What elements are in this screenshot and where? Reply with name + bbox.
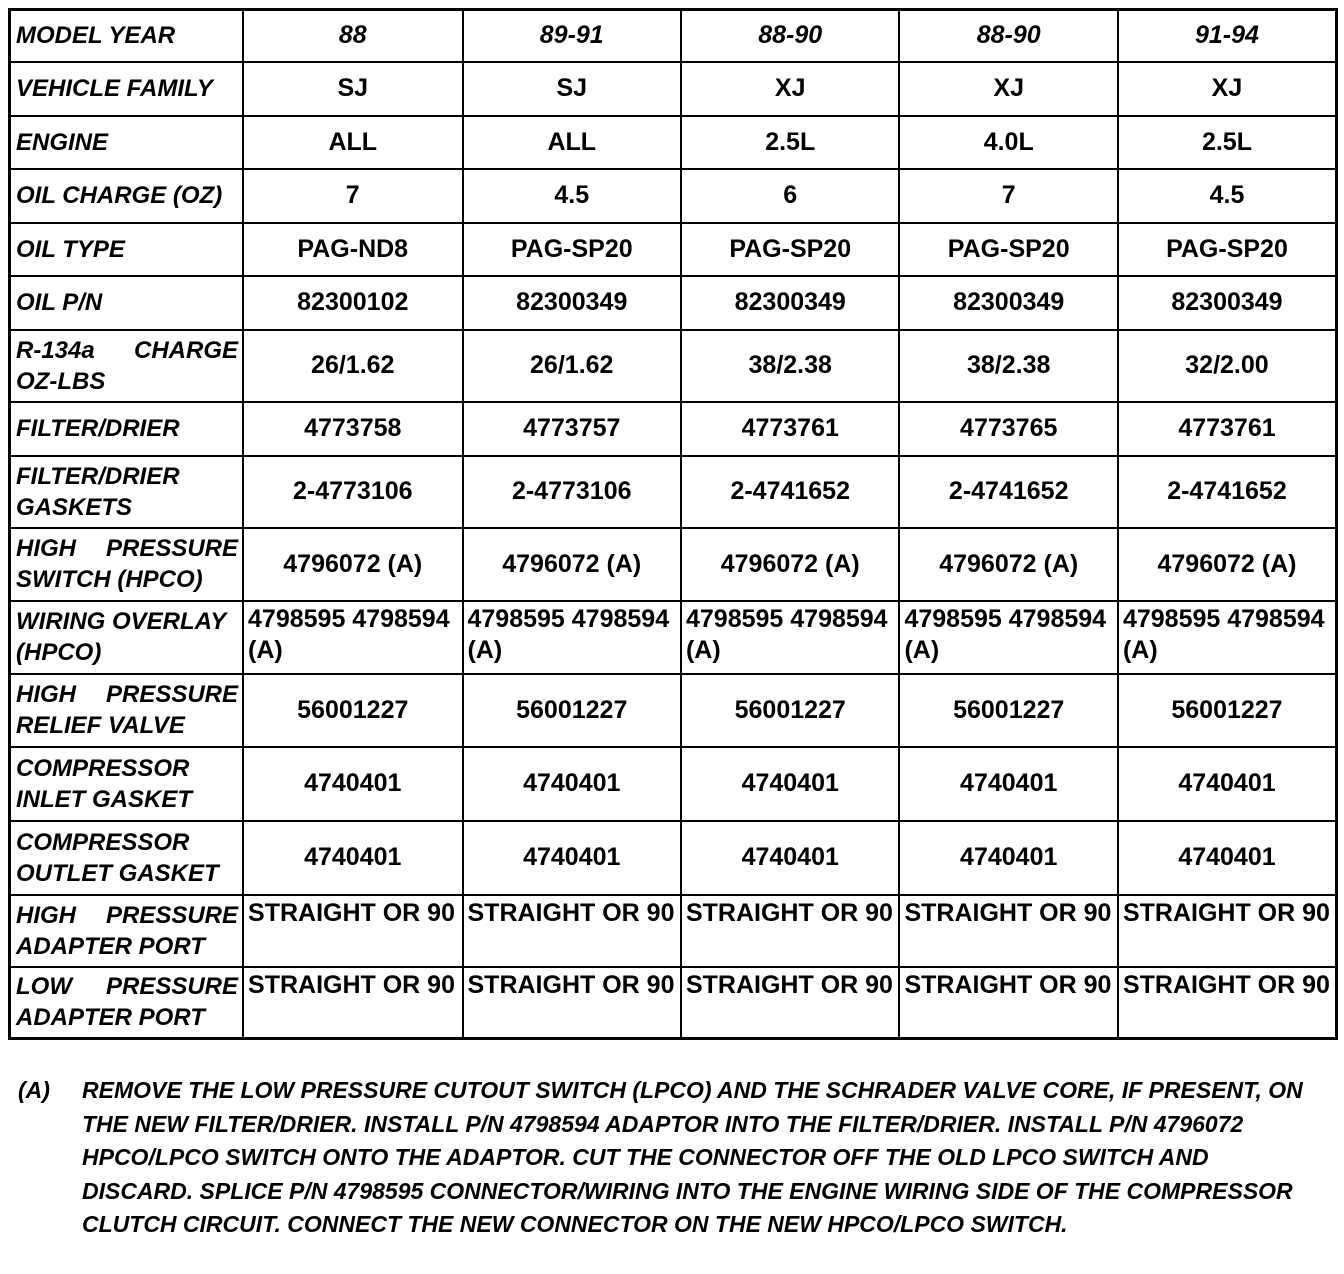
footnote-marker: (A) [18,1077,50,1103]
row-label: VEHICLE FAMILY [10,62,244,116]
table-cell: STRAIGHT OR 90 [681,895,899,967]
row-label: COMPRESSOR INLET GASKET [10,747,244,821]
table-row [10,528,1337,601]
table-cell: 4796072 (A) [899,528,1117,601]
table-cell: ALL [243,116,462,169]
table-cell: 4798595 4798594 (A) [899,601,1117,674]
table-cell: 2.5L [1118,116,1337,169]
table-cell: STRAIGHT OR 90 [243,967,462,1039]
table-cell: 4.5 [463,169,681,223]
table-row [10,276,1337,330]
table-row [10,821,1337,895]
table-cell: 82300349 [899,276,1117,330]
table-cell: STRAIGHT OR 90 [463,895,681,967]
table-cell: PAG-ND8 [243,223,462,276]
row-label: HIGH PRESSURE RELIEF VALVE [10,674,244,747]
table-row [10,116,1337,169]
table-cell: 4773758 [243,402,462,456]
table-cell: 2-4741652 [1118,456,1337,528]
table-cell: 82300349 [1118,276,1337,330]
table-cell: PAG-SP20 [1118,223,1337,276]
table-cell: XJ [899,62,1117,116]
row-label: ENGINE [10,116,244,169]
table-cell: 4773761 [1118,402,1337,456]
table-cell: 4773765 [899,402,1117,456]
table-cell: 7 [899,169,1117,223]
table-cell: 4798595 4798594 (A) [243,601,462,674]
table-cell: PAG-SP20 [899,223,1117,276]
table-cell: STRAIGHT OR 90 [243,895,462,967]
table-cell: 4740401 [243,747,462,821]
table-row [10,62,1337,116]
row-label: OIL CHARGE (OZ) [10,169,244,223]
table-cell: 88-90 [899,10,1117,62]
table-cell: 38/2.38 [681,330,899,402]
table-cell: 88 [243,10,462,62]
table-row [10,895,1337,967]
table-cell: 82300102 [243,276,462,330]
table-cell: 2-4773106 [243,456,462,528]
row-label: HIGH PRESSURE ADAPTER PORT [10,895,244,967]
table-cell: STRAIGHT OR 90 [1118,895,1337,967]
table-cell: 56001227 [243,674,462,747]
table-cell: 4798595 4798594 (A) [681,601,899,674]
table-cell: 4740401 [1118,821,1337,895]
table-row [10,223,1337,276]
table-cell: PAG-SP20 [463,223,681,276]
table-cell: 4740401 [681,821,899,895]
table-row [10,967,1337,1039]
row-label: MODEL YEAR [10,10,244,62]
footnote-text: REMOVE THE LOW PRESSURE CUTOUT SWITCH (LPCO) AND THE SCHRADER VALVE CORE, IF PRESENT, ON THE NEW FILTER/DRIER. INSTALL P/N 4798594 ADAPTOR INTO THE FILTER/DRIER. INSTALL P/N 4796072 HPCO/LPCO SWITCH ONTO THE ADAPTOR. CUT THE CONNECTOR OFF THE OLD LPCO SWITCH AND DISCARD. SPLICE P/N 4798595 CONNECTOR/WIRING INTO THE ENGINE WIRING SIDE OF THE COMPRESSOR CLUTCH CIRCUIT. CONNECT THE NEW CONNECTOR ON THE NEW HPCO/LPCO SWITCH. [82,1077,1303,1237]
table-cell: STRAIGHT OR 90 [1118,967,1337,1039]
table-cell: 26/1.62 [243,330,462,402]
table-cell: 4798595 4798594 (A) [1118,601,1337,674]
table-cell: 26/1.62 [463,330,681,402]
table-cell: 4796072 (A) [463,528,681,601]
table-cell: ALL [463,116,681,169]
table-cell: 56001227 [681,674,899,747]
table-cell: 89-91 [463,10,681,62]
table-row [10,330,1337,402]
table-row [10,10,1337,62]
table-row [10,456,1337,528]
table-cell: 38/2.38 [899,330,1117,402]
table-cell: 4796072 (A) [243,528,462,601]
table-cell: 4740401 [681,747,899,821]
table-cell: 2-4773106 [463,456,681,528]
table-cell: STRAIGHT OR 90 [899,967,1117,1039]
table-cell: 56001227 [463,674,681,747]
table-cell: 4.5 [1118,169,1337,223]
table-cell: 4798595 4798594 (A) [463,601,681,674]
table-cell: 7 [243,169,462,223]
table-cell: 4796072 (A) [681,528,899,601]
row-label: LOW PRESSURE ADAPTER PORT [10,967,244,1039]
row-label: HIGH PRESSURE SWITCH (HPCO) [10,528,244,601]
table-cell: 2-4741652 [681,456,899,528]
table-row [10,747,1337,821]
table-cell: 4740401 [1118,747,1337,821]
table-cell: STRAIGHT OR 90 [463,967,681,1039]
table-cell: 32/2.00 [1118,330,1337,402]
spec-table [8,8,1338,1040]
table-cell: SJ [463,62,681,116]
table-cell: 4740401 [463,821,681,895]
table-row [10,674,1337,747]
table-cell: 4773757 [463,402,681,456]
table-row [10,601,1337,674]
table-cell: 6 [681,169,899,223]
row-label: R-134a CHARGE OZ-LBS [10,330,244,402]
table-cell: 2-4741652 [899,456,1117,528]
table-row [10,402,1337,456]
spec-table-body [10,10,1337,1039]
table-cell: 4.0L [899,116,1117,169]
table-cell: XJ [1118,62,1337,116]
table-cell: 56001227 [1118,674,1337,747]
row-label: WIRING OVERLAY (HPCO) [10,601,244,674]
table-cell: 4796072 (A) [1118,528,1337,601]
table-cell: XJ [681,62,899,116]
table-cell: 4740401 [899,747,1117,821]
table-cell: 4740401 [463,747,681,821]
row-label: OIL TYPE [10,223,244,276]
table-cell: 4740401 [899,821,1117,895]
row-label: FILTER/DRIER [10,402,244,456]
row-label: COMPRESSOR OUTLET GASKET [10,821,244,895]
table-cell: 2.5L [681,116,899,169]
table-cell: 91-94 [1118,10,1337,62]
table-cell: 4740401 [243,821,462,895]
table-cell: 82300349 [681,276,899,330]
table-cell: STRAIGHT OR 90 [681,967,899,1039]
table-cell: 82300349 [463,276,681,330]
row-label: OIL P/N [10,276,244,330]
table-cell: SJ [243,62,462,116]
table-cell: 88-90 [681,10,899,62]
table-cell: 56001227 [899,674,1117,747]
table-cell: STRAIGHT OR 90 [899,895,1117,967]
row-label: FILTER/DRIER GASKETS [10,456,244,528]
table-cell: 4773761 [681,402,899,456]
table-cell: PAG-SP20 [681,223,899,276]
table-row [10,169,1337,223]
